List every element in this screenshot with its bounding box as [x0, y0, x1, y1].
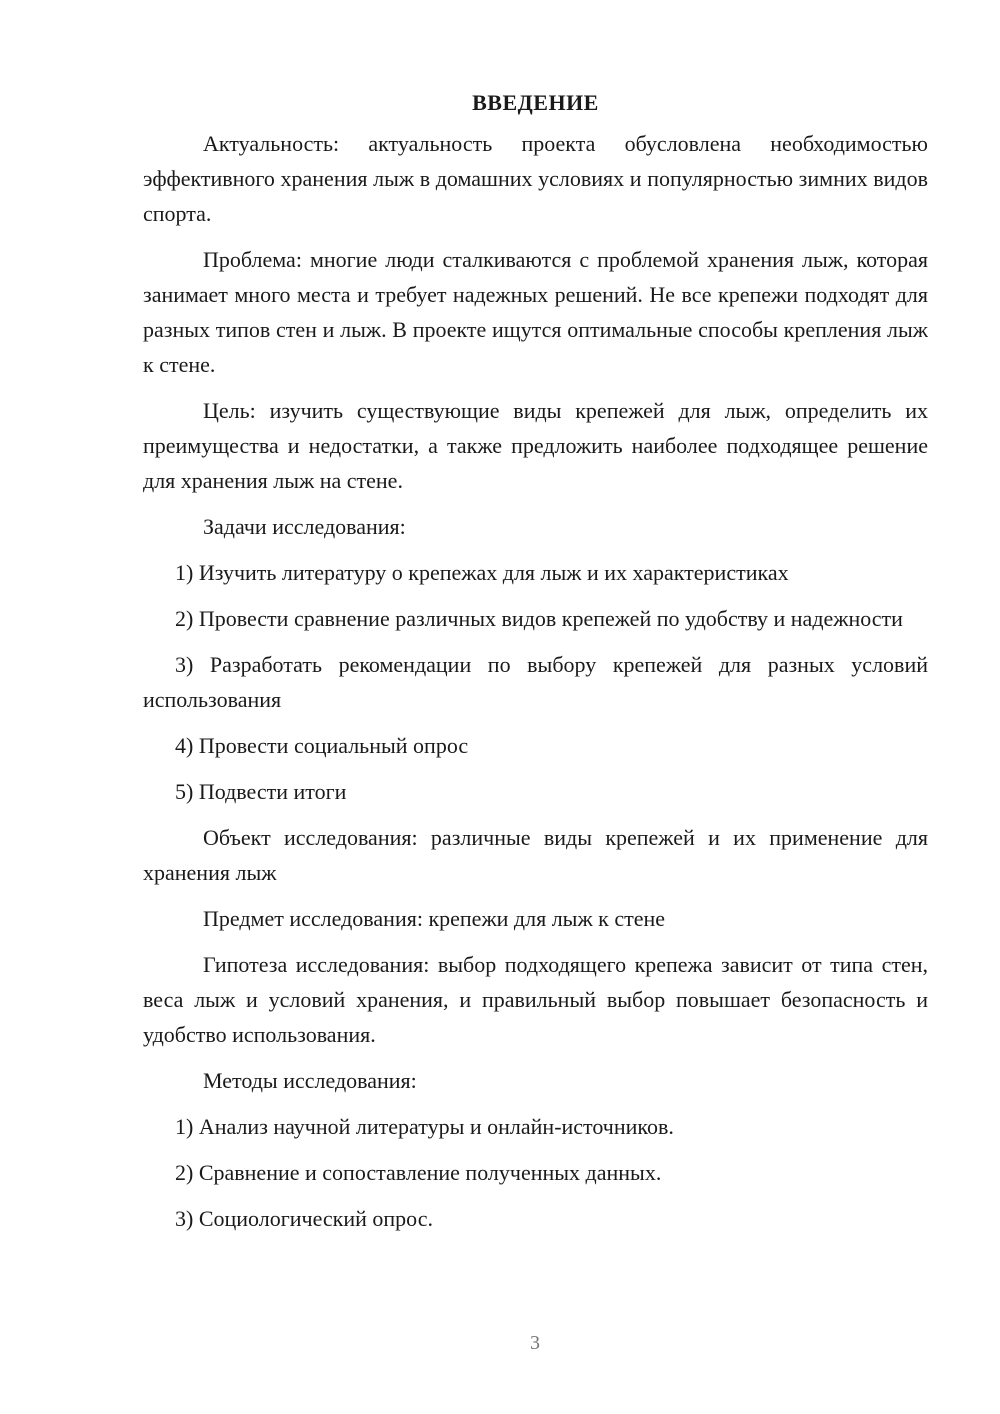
page-title: ВВЕДЕНИЕ: [472, 90, 599, 115]
method-item-3: 3) Социологический опрос.: [175, 1206, 433, 1231]
paragraph-hypothesis: Гипотеза исследования: выбор подходящего крепежа зависит от типа стен, веса лыж и условий хранения, и правильный выбор повышает безопасность и удобство использования.: [143, 952, 928, 1047]
paragraph-object: Объект исследования: различные виды крепежей и их применение для хранения лыж: [143, 825, 928, 885]
page-number: 3: [530, 1332, 540, 1354]
task-item-3: 3) Разработать рекомендации по выбору крепежей для разных условий использования: [143, 652, 928, 712]
task-item-5: 5) Подвести итоги: [175, 779, 347, 804]
method-item-2: 2) Сравнение и сопоставление полученных данных.: [175, 1160, 662, 1185]
paragraph-relevance: Актуальность: актуальность проекта обусловлена необходимостью эффективного хранения лыж в домашних условиях и популярностью зимних видов спорта.: [143, 131, 928, 226]
paragraph-subject: Предмет исследования: крепежи для лыж к стене: [203, 906, 666, 931]
task-item-1: 1) Изучить литературу о крепежах для лыж и их характеристиках: [175, 560, 789, 585]
method-item-1: 1) Анализ научной литературы и онлайн-источников.: [175, 1114, 674, 1139]
methods-heading: Методы исследования:: [203, 1068, 417, 1093]
paragraph-goal: Цель: изучить существующие виды крепежей для лыж, определить их преимущества и недостатки, а также предложить наиболее подходящее решение для хранения лыж на стене.: [143, 398, 928, 493]
document-page: [143, 88, 928, 1247]
paragraph-problem: Проблема: многие люди сталкиваются с проблемой хранения лыж, которая занимает много места и требует надежных решений. Не все крепежи подходят для разных типов стен и лыж. В проекте ищутся оптимальные способы крепления лыж к стене.: [143, 247, 928, 377]
task-item-4: 4) Провести социальный опрос: [175, 733, 469, 758]
task-item-2: 2) Провести сравнение различных видов крепежей по удобству и надежности: [175, 606, 903, 631]
tasks-heading: Задачи исследования:: [203, 514, 406, 539]
